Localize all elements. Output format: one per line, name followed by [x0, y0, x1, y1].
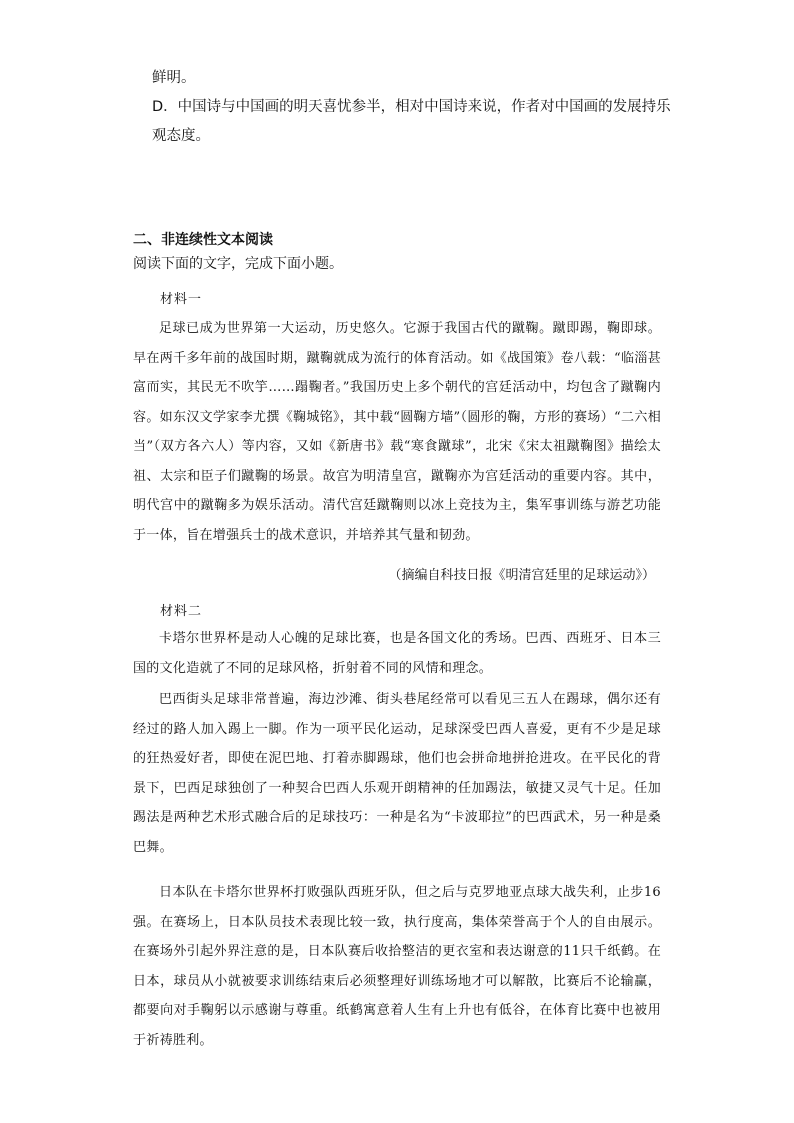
- material1-label: 材料一: [160, 292, 203, 307]
- reading-instruction: 阅读下面的文字，完成下面小题。: [133, 256, 343, 272]
- material1-paragraph: 足球已成为世界第一大运动，历史悠久。它源于我国古代的蹴鞠。蹴即踢，鞠即球。早在两千多年前的战国时期，蹴鞠就成为流行的体育活动。如《战国策》卷八载：“临淄甚富而实，其民无不吹竽……蹋鞠者。”我国历史上多个朝代的宫廷活动中，均包含了蹴鞠内容。如东汉文学家李尤撰《鞠城铭》，其中载“圆鞠方墙”（圆形的鞠，方形的赛场）“二六相当”（双方各六人）等内容，又如《新唐书》载“寒食蹴球”，北宋《宋太祖蹴鞠图》描绘太祖、太宗和臣子们蹴鞠的场景。故宫为明清皇宫，蹴鞠亦为宫廷活动的重要内容。其中，明代宫中的蹴鞠多为娱乐活动。清代宫廷蹴鞠则以冰上竞技为主，集军事训练与游艺功能于一体，旨在增强兵士的战术意识，并培养其气量和韧劲。: [133, 321, 661, 543]
- material2-paragraph-3: 日本队在卡塔尔世界杯打败强队西班牙队，但之后与克罗地亚点球大战失利，止步16强。在赛场上，日本队员技术表现比较一致，执行度高，集体荣誉高于个人的自由展示。在赛场外引起外界注意的是，日本队赛后收拾整洁的更衣室和表达谢意的11只千纸鹤。在日本，球员从小就被要求训练结束后必须整理好训练场地才可以解散，比赛后不论输赢，都要向对手鞠躬以示感谢与尊重。纸鹤寓意着人生有上升也有低谷，在体育比赛中也被用于祈祷胜利。: [133, 885, 661, 1048]
- material1-source: （摘编自科技日报《明清宫廷里的足球运动》）: [388, 568, 655, 583]
- previous-line-end: 鲜明。: [152, 70, 196, 86]
- material2-label: 材料二: [160, 604, 203, 619]
- previous-question-continuation: [152, 64, 672, 151]
- option-d: D．中国诗与中国画的明天喜忧参半，相对中国诗来说，作者对中国画的发展持乐观态度。: [152, 99, 671, 144]
- section-heading: 二、非连续性文本阅读: [133, 232, 273, 248]
- material2-paragraph-2: 巴西街头足球非常普遍，海边沙滩、街头巷尾经常可以看见三五人在踢球，偶尔还有经过的路人加入踢上一脚。作为一项平民化运动，足球深受巴西人喜爱，更有不少是足球的狂热爱好者，即使在泥巴地、打着赤脚踢球，他们也会拼命地拼抢进攻。在平民化的背景下，巴西足球独创了一种契合巴西人乐观开朗精神的任加踢法，敏捷又灵气十足。任加踢法是两种艺术形式融合后的足球技巧：一种是名为“卡波耶拉”的巴西武术，另一种是桑巴舞。: [133, 692, 661, 855]
- material2-paragraph-1: 卡塔尔世界杯是动人心魄的足球比赛，也是各国文化的秀场。巴西、西班牙、日本三国的文化造就了不同的足球风格，折射着不同的风情和理念。: [133, 631, 661, 676]
